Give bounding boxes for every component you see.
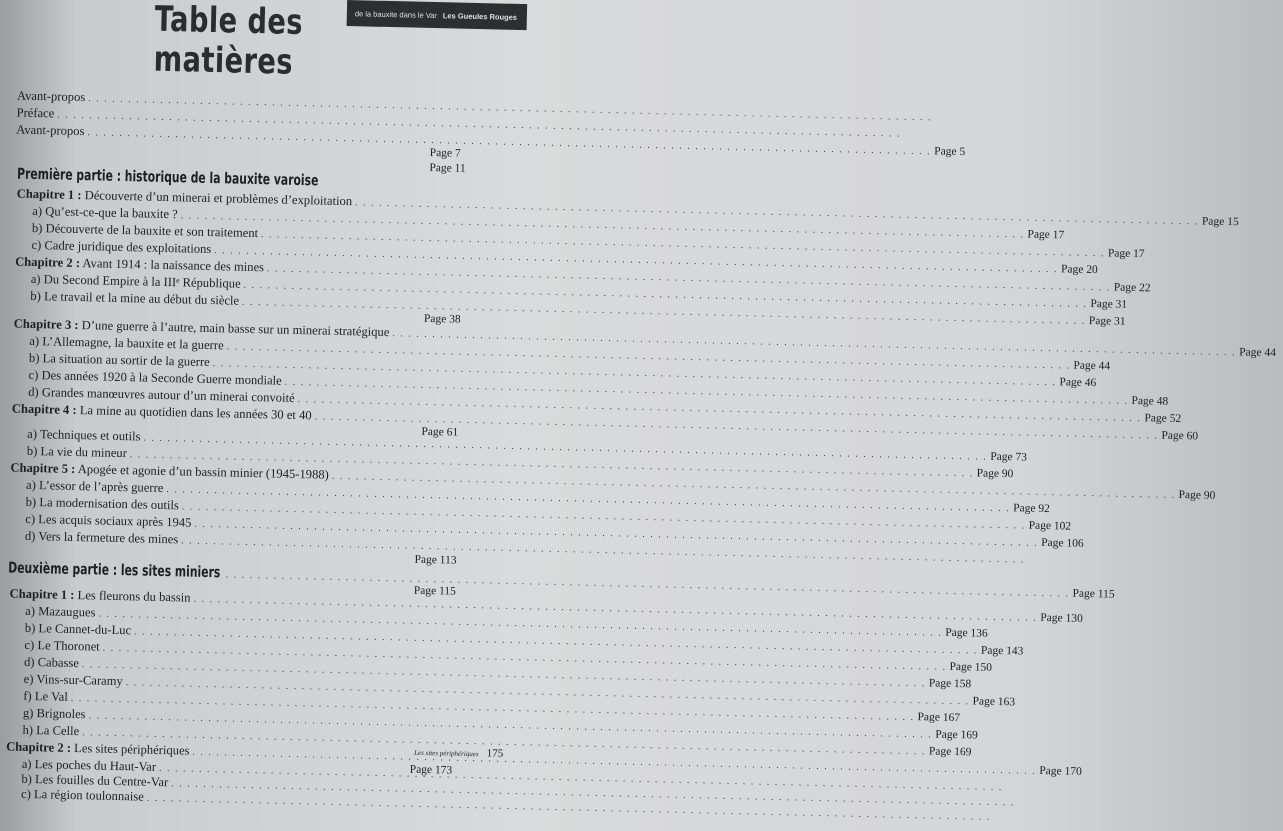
running-title: Les sites périphériques xyxy=(414,748,479,759)
chapter-1-2: Chapitre 2 : Avant 1914 : la naissance des mines . . . Page 22 xyxy=(15,255,462,281)
chapter-2-2: Chapitre 2 : Les sites périphériques . . . Page 170 xyxy=(6,739,448,765)
toc-sub-1-4-b: b) La vie du mineur . . . Page 90 xyxy=(11,444,458,470)
header-strip-left: de la bauxite dans le Var xyxy=(354,8,437,20)
toc-page-61: Page 61 xyxy=(421,425,459,439)
chapter-1-4: Chapitre 4 : La mine au quotidien dans les années 30 et 40 . . . Page 60 xyxy=(12,402,459,428)
chapter-1-5: Chapitre 5 : Apogée et agonie d’un bassin minier (1945-1988) . . . Page 90 xyxy=(10,461,457,487)
toc-sub-1-3-a: a) L’Allemagne, la bauxite et la guerre . . . Page 44 xyxy=(13,334,460,360)
toc-sub-1-2-b: b) Le travail et la mine au début du siècle . . . Page 31 xyxy=(14,289,461,315)
toc-page-115b: Page 115 xyxy=(413,584,456,598)
toc-sub-2-1-f: f) Le Val . . . Page 167 xyxy=(7,689,449,715)
chapter-1-1: Chapitre 1 : Découverte d’un minerai et problèmes d’exploitation . . . Page 15 xyxy=(17,187,464,213)
toc-page-113: Page 113 xyxy=(414,553,457,567)
toc-sub-2-1-a: a) Mazaugues . . . Page 136 xyxy=(9,604,451,630)
toc-sub-2-1-c: c) Le Thoronet . . . Page 150 xyxy=(8,638,450,664)
toc-sub-1-2-a: a) Du Second Empire à la IIIᵉ République . . . Page 31 xyxy=(15,272,462,298)
toc-page-11: Page 11 xyxy=(429,161,466,175)
toc-sub-1-5-a: a) L’essor de l’après guerre . . . Page 92 xyxy=(10,478,457,504)
chapter-2-1: Chapitre 1 : Les fleurons du bassin . . . Page 130 xyxy=(9,587,451,613)
toc-sub-1-3-d: d) Grandes manœuvres autour d’un minerai convoité . . . Page 52 xyxy=(12,385,459,411)
toc-sub-2-2-a: a) Les poches du Haut-Var . . . xyxy=(6,756,186,776)
toc-sub-1-1-b: b) Découverte de la bauxite et son traitement . . . Page 17 xyxy=(16,221,463,247)
toc-sub-1-5-b: b) La modernisation des outils . . . Page 102 xyxy=(10,495,457,521)
toc-page-7: Page 7 xyxy=(429,146,461,160)
toc-sub-2-2-b: b) Les fouilles du Centre-Var . . . xyxy=(5,771,185,791)
toc-sub-1-1-c: c) Cadre juridique des exploitations . . . Page 20 xyxy=(15,238,462,264)
toc-sub-2-1-h: h) La Celle . . . Page 169 xyxy=(6,722,448,748)
toc-entry-avant-propos-1: Avant-propos . . . xyxy=(17,89,177,109)
toc-sub-2-1-b: b) Le Cannet-du-Luc . . . Page 143 xyxy=(9,621,451,647)
toc-sub-1-5-d: d) Vers la fermeture des mines . . . xyxy=(9,528,409,553)
header-strip-right: Les Gueules Rouges xyxy=(442,10,518,22)
page-footer xyxy=(414,746,503,760)
toc-sub-1-4-a: a) Techniques et outils . . . Page 73 xyxy=(11,427,458,453)
page-number: 175 xyxy=(486,747,504,760)
toc-sub-1-5-c: c) Les acquis sociaux après 1945 . . . Page 106 xyxy=(9,512,456,538)
toc-entry-preface: Préface . . . xyxy=(16,106,316,129)
toc-sub-1-1-a: a) Qu’est-ce-que la bauxite ? . . . Page 17 xyxy=(16,204,463,230)
toc-page-173: Page 173 xyxy=(409,763,453,777)
toc-entry-avant-propos-2: Avant-propos . . . Page 5 xyxy=(16,123,466,149)
chapter-1-3: Chapitre 3 : D’une guerre à l’autre, main basse sur un minerai stratégique . . . Page 44 xyxy=(14,317,461,343)
toc-sub-2-1-g: g) Brignoles . . . Page 169 xyxy=(7,705,449,731)
toc-sub-2-2-c: c) La région toulonnaise . . . xyxy=(5,786,185,806)
toc-page-38: Page 38 xyxy=(423,312,461,326)
page-title: Table des matières xyxy=(153,0,304,83)
toc-sub-1-3-b: b) La situation au sortir de la guerre . . . Page 46 xyxy=(13,351,460,377)
toc-sub-2-1-e: e) Vins-sur-Caramy . . . Page 163 xyxy=(8,672,450,698)
toc-sub-2-1-d: d) Cabasse . . . Page 158 xyxy=(8,655,450,681)
toc-sub-1-3-c: c) Des années 1920 à la Seconde Guerre mondiale . . . Page 48 xyxy=(12,368,459,394)
part-2-heading: Deuxième partie : les sites miniers . . . Page 115 xyxy=(8,558,454,589)
part-1-heading: Première partie : historique de la bauxite varoise . . . xyxy=(17,165,317,193)
